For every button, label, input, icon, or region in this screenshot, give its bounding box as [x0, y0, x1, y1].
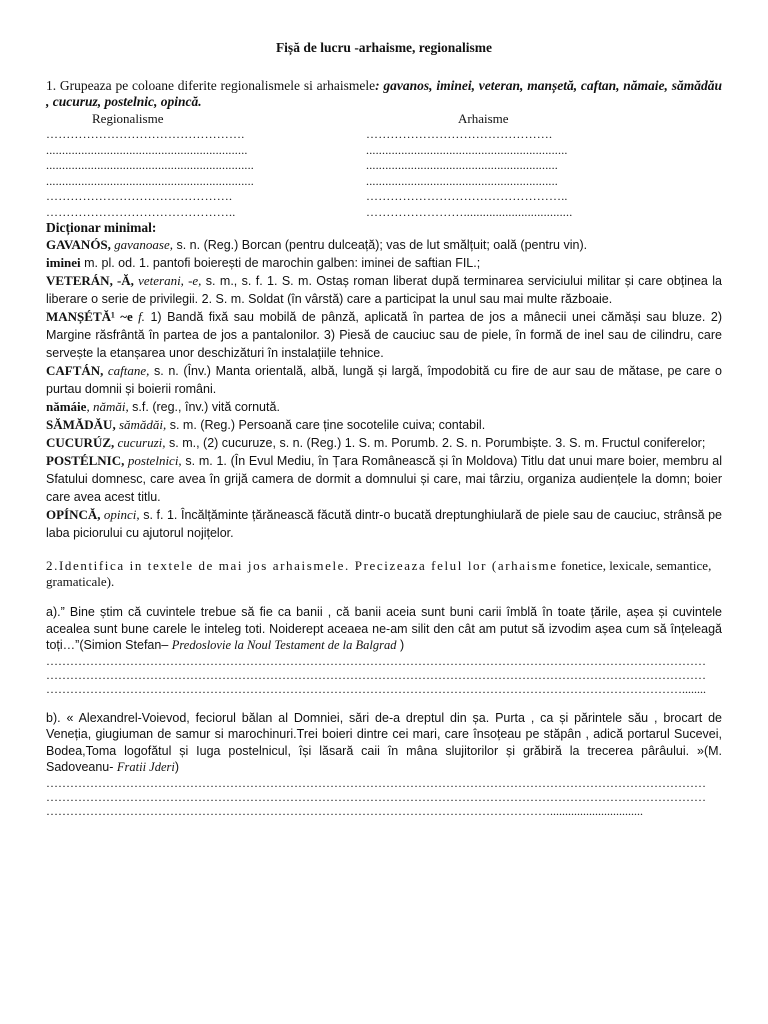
- text-b-answer-line[interactable]: …………………………………………………………………………………………………………………………………………………: [46, 789, 706, 804]
- dictionary-entry: MANȘÉTĂ¹ ~e f. 1) Bandă fixă sau mobilă de pânză, aplicată în partea de jos a mânecii unei cămăși sau bluze. 2) Margine răsfrântă în partea de jos a pantalonilor. 3) Piesă de cauciuc sau de piele, în formă de inel sau de cilindru, care servește la etanșarea unor deschizături în instalațiile tehnice.: [46, 309, 722, 360]
- dictionary-entry: CUCURÚZ, cucuruzi, s. m., (2) cucuruze, s. n. (Reg.) 1. S. m. Porumb. 2. S. n. Porumbiște. 3. S. m. Fructul coniferelor;: [46, 435, 706, 450]
- answer-line[interactable]: ............................................................: [366, 173, 558, 188]
- answer-line[interactable]: ...............................................................: [46, 142, 248, 157]
- exercise-2-instruction: 2.Identifica in textele de mai jos arhaismele. Precizeaza felul lor (arhaisme fonetice, lexicale, semantice, gramaticale).: [46, 558, 712, 589]
- worksheet-page: [46, 40, 722, 818]
- text-a-quote: a).” Bine știm că cuvintele trebue să fie ca banii , că banii aceia sunt buni carii îmblă în toate țările, așea și cuvintele acealea sunt bune carele le inteleg toti. Noiderept aceaea ne-am silit den cât am putut să izvodim așea cum să înțeleagă toți…”(Simion Stefan– Predoslovie la Noul Testament de la Balgrad ): [46, 605, 722, 652]
- dictionary-section: [46, 220, 722, 542]
- archaisms-column: [366, 111, 686, 220]
- text-b-answer-line[interactable]: ………………………………………………………………………………………………………………...............................: [46, 803, 643, 818]
- regionalisms-header: Regionalisme: [92, 111, 164, 126]
- answer-columns: [46, 111, 722, 220]
- answer-line[interactable]: ………………………………………….: [46, 127, 245, 141]
- answer-line[interactable]: ...............................................................: [366, 142, 568, 157]
- archaisms-header: Arhaisme: [458, 111, 509, 126]
- text-b-quote: b). « Alexandrel-Voievod, feciorul bălan al Domniei, sări de-a dreptul din șa. Purta , ca și părintele său , brocart de Veneția, giugiuman de samur si marochinuri.Trei boieri dintre cei mari, care însoțeau pe stăpân , adică portarul Sucevei, Bodea,Toma logofătul și Iuga postelnicul, își lăsară caii în mâna slujitorilor și grăbiră la trecerea pârâului. »(M. Sadoveanu- Fratii Jderi): [46, 710, 722, 774]
- page-title: Fișă de lucru -arhaisme, regionalisme: [275, 40, 493, 55]
- answer-line[interactable]: ……………………………………….: [366, 127, 553, 141]
- dictionary-entry: nămáie, nămăi, s.f. (reg., înv.) vită cornută.: [46, 399, 280, 414]
- exercise-1-word-list: : gavanos, iminei, veteran, manșetă, caftan, nămaie, sămădău , cucuruz, postelnic, opincă.: [46, 78, 722, 109]
- answer-line[interactable]: .................................................................: [46, 173, 254, 188]
- exercise-1-text: 1. Grupeaza pe coloane diferite regionalismele si arhaismele: [46, 78, 376, 93]
- answer-line[interactable]: ............................................................: [366, 158, 558, 172]
- answer-line[interactable]: ……………………..................................: [366, 204, 573, 219]
- text-a-answer-line[interactable]: …………………………………………………………………………………………………………………………………………………: [46, 653, 706, 668]
- text-a-source: Predoslovie la Noul Testament de la Balgrad: [171, 638, 397, 652]
- text-b-answer-line[interactable]: …………………………………………………………………………………………………………………………………………………: [46, 775, 706, 790]
- text-a-answer-line[interactable]: ……………………………………………………………………………………………………………………………………………........: [46, 681, 706, 696]
- answer-line[interactable]: ………………………………………..: [46, 204, 236, 219]
- dictionary-entry: POSTÉLNIC, postelnici, s. m. 1. (În Evul Mediu, în Țara Românească și în Moldova) Titlu dat unui mare boier, membru al Sfatului domnesc, care avea în grijă camera de dormit a domnului și care, mai târziu, organiza audiențele la domn; boier care avea acest titlu.: [46, 453, 722, 504]
- text-b-source: Fratii Jderi: [116, 760, 175, 774]
- answer-line[interactable]: ……………………………………….: [46, 189, 233, 203]
- answer-line[interactable]: .................................................................: [46, 158, 254, 172]
- regionalisms-column: [46, 111, 366, 220]
- answer-line[interactable]: …………………………………………..: [366, 189, 568, 203]
- text-a-answer-line[interactable]: …………………………………………………………………………………………………………………………………………………: [46, 667, 706, 682]
- dictionary-entry: OPÍNCĂ, opinci, s. f. 1. Încălțăminte țărănească făcută dintr-o bucată dreptunghiulară de piele sau de cauciuc, strânsă pe laba piciorului cu ajutorul nojițelor.: [46, 507, 722, 540]
- exercise-1-instruction: [46, 78, 722, 110]
- dictionary-entry: iminei m. pl. od. 1. pantofi boierești de marochin galben: iminei de saftian FIL.;: [46, 255, 481, 270]
- dictionary-title: Dicționar minimal:: [46, 220, 157, 235]
- text-b-block: [46, 710, 722, 818]
- dictionary-entry: SĂMĂDĂU, sămădăi, s. m. (Reg.) Persoană care ține socotelile cuiva; contabil.: [46, 417, 486, 432]
- dictionary-entry: GAVANÓS, gavanoase, s. n. (Reg.) Borcan (pentru dulceață); vas de lut smălțuit; oală (pentru vin).: [46, 237, 588, 252]
- dictionary-entry: VETERÁN, -Ă, veterani, -e, s. m., s. f. 1. S. m. Ostaș roman liberat după terminarea serviciului militar și care obținea la liberare o serie de privilegii. 2. S. m. Soldat (în vârstă) care a participat la unul sau mai multe războaie.: [46, 273, 722, 306]
- dictionary-entry: CAFTÁN, caftane, s. n. (Înv.) Manta orientală, albă, lungă și largă, împodobită cu fire de aur sau de mătase, pe care o purtau domnii și boierii români.: [46, 363, 722, 396]
